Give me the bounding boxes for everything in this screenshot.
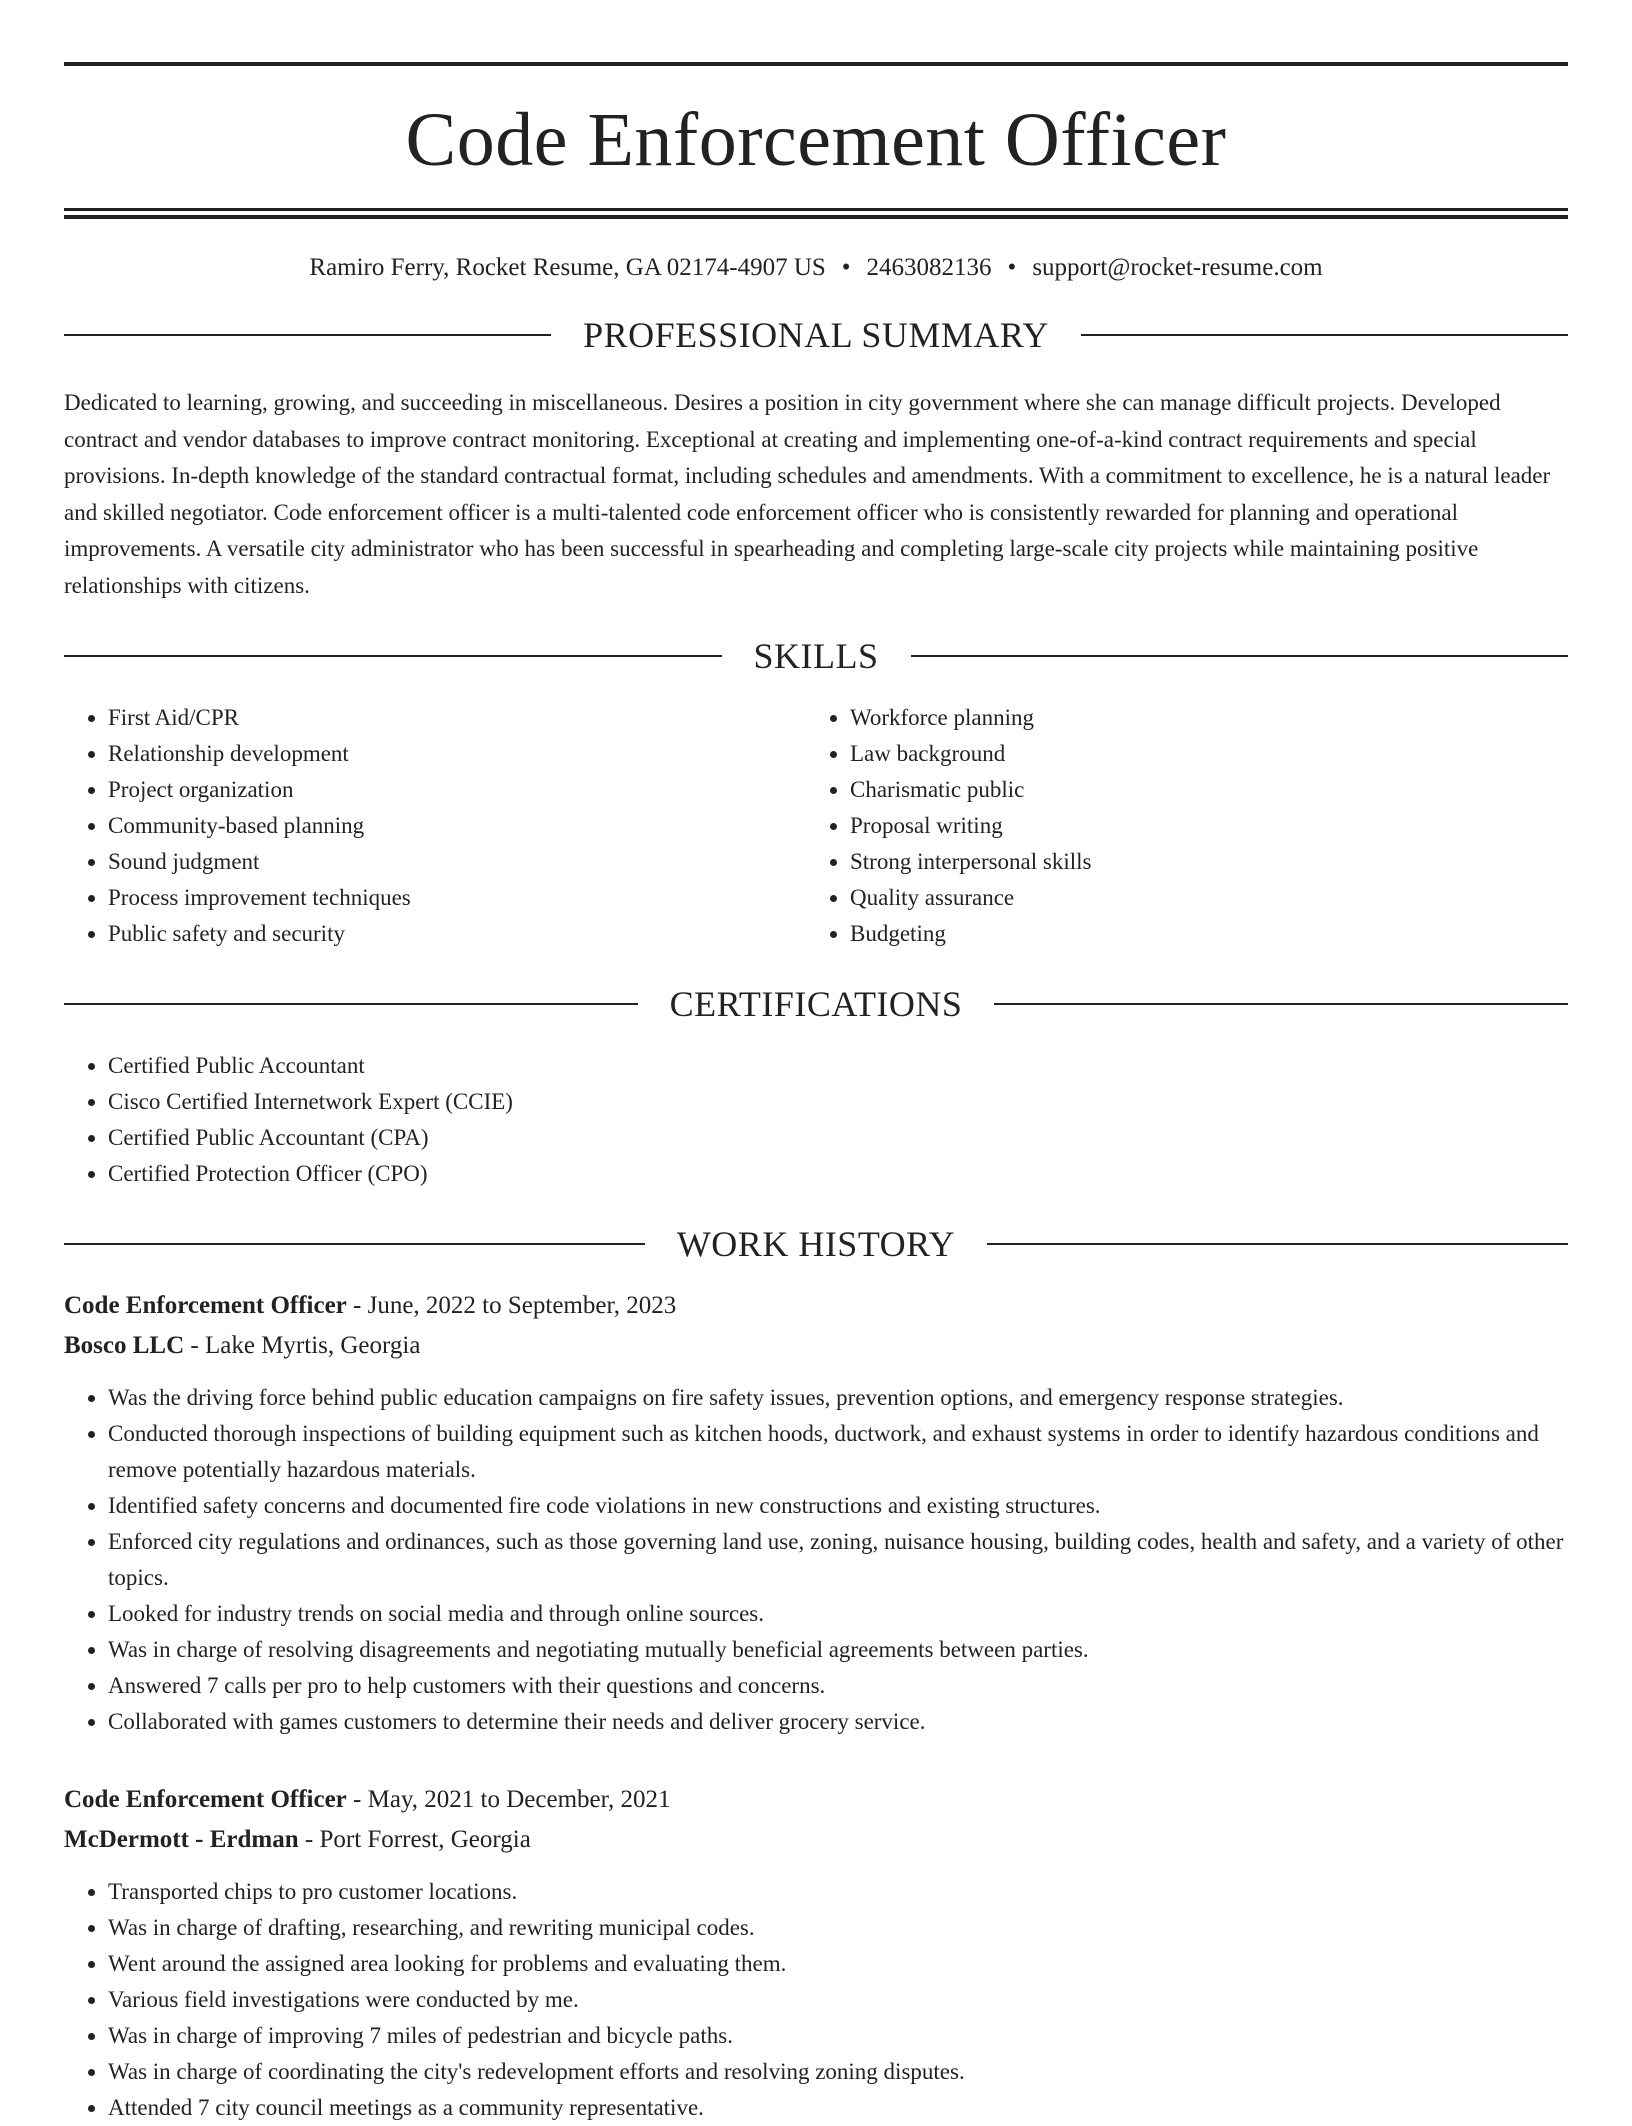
skill-item: • First Aid/CPR [108,700,806,736]
job-company-line [64,1820,1568,1860]
summary-heading [64,317,1568,353]
summary-text: Dedicated to learning, growing, and succeeding in miscellaneous. Desires a position in city government where she can manage difficult projects. Developed contract and vendor databases to improve contract monitoring. Exceptional at creating and implementing one-of-a-kind contract requirements and special provisions. In-depth knowledge of the standard contractual format, including schedules and amendments. With a commitment to excellence, he is a natural leader and skilled negotiator. Code enforcement officer is a multi-talented code enforcement officer who is consistently rewarded for planning and operational improvements. A versatile city administrator who has been successful in spearheading and completing large-scale city projects while maintaining positive relationships with citizens. [64,390,1551,598]
resume-page [64,0,1568,2126]
divider-line [64,334,551,336]
divider-line [994,1003,1568,1005]
divider-line [64,1003,638,1005]
skill-item: • Workforce planning [850,700,1548,736]
resume-name: Code Enforcement Officer [405,98,1227,182]
skill-item: • Proposal writing [850,808,1548,844]
certifications-title: CERTIFICATIONS [669,984,963,1024]
certifications-block [64,1048,1568,1192]
divider-line [64,655,722,657]
divider-line [1081,334,1568,336]
certifications-list [64,1048,1568,1192]
job-title: Code Enforcement Officer [64,1292,347,1319]
job-company: McDermott - Erdman [64,1826,299,1853]
skills-heading [64,638,1568,674]
contact-phone: 2463082136 [866,254,992,281]
skill-item: • Quality assurance [850,880,1548,916]
skills-title: SKILLS [753,636,879,676]
job-title: Code Enforcement Officer [64,1786,347,1813]
skill-item: • Public safety and security [108,916,806,952]
skills-columns [64,700,1568,952]
certifications-heading [64,986,1568,1022]
skill-item: • Charismatic public [850,772,1548,808]
certification-item: • Certified Public Accountant [108,1048,1568,1084]
job-location: - Lake Myrtis, Georgia [184,1332,421,1359]
certification-item: • Cisco Certified Internetwork Expert (CCIE) [108,1084,1568,1120]
job-bullet: • Was in charge of coordinating the city's redevelopment efforts and resolving zoning disputes. [108,2054,1568,2090]
job-dates: - May, 2021 to December, 2021 [346,1786,671,1813]
job-bullet: • Was the driving force behind public education campaigns on fire safety issues, prevention options, and emergency response strategies. [108,1380,1568,1416]
skill-item: • Budgeting [850,916,1548,952]
job-company-line [64,1326,1568,1366]
job-bullet: • Transported chips to pro customer locations. [108,1874,1568,1910]
job-bullet: • Collaborated with games customers to determine their needs and deliver grocery service. [108,1704,1568,1740]
skill-item: • Sound judgment [108,844,806,880]
divider-line [987,1243,1568,1245]
job-bullet: • Enforced city regulations and ordinances, such as those governing land use, zoning, nuisance housing, building codes, health and safety, and a variety of other topics. [108,1524,1568,1596]
contact-address: Ramiro Ferry, Rocket Resume, GA 02174-4907 US [309,254,826,281]
contact-line [64,253,1568,283]
skill-item: • Law background [850,736,1548,772]
skill-item: • Strong interpersonal skills [850,844,1548,880]
job-title-line [64,1780,1568,1820]
job-bullet: • Conducted thorough inspections of building equipment such as kitchen hoods, ductwork, and exhaust systems in order to identify hazardous conditions and remove potentially hazardous materials. [108,1416,1568,1488]
certification-item: • Certified Protection Officer (CPO) [108,1156,1568,1192]
job-location: - Port Forrest, Georgia [298,1826,531,1853]
job-bullet: • Attended 7 city council meetings as a community representative. [108,2090,1568,2126]
job-bullet: • Was in charge of drafting, researching, and rewriting municipal codes. [108,1910,1568,1946]
job-dates: - June, 2022 to September, 2023 [346,1292,677,1319]
job-bullet: • Various field investigations were conducted by me. [108,1982,1568,2018]
job-bullet: • Went around the assigned area looking for problems and evaluating them. [108,1946,1568,1982]
job-bullets [64,1874,1568,2126]
work-heading [64,1226,1568,1262]
job-company: Bosco LLC [64,1332,185,1359]
skills-column-right [806,700,1548,952]
job-bullet: • Identified safety concerns and documented fire code violations in new constructions and existing structures. [108,1488,1568,1524]
divider-line [64,1243,645,1245]
contact-email: support@rocket-resume.com [1032,254,1323,281]
skills-list-left [64,700,806,952]
job-bullet: • Answered 7 calls per pro to help customers with their questions and concerns. [108,1668,1568,1704]
skill-item: • Relationship development [108,736,806,772]
top-rule [64,62,1568,66]
skills-column-left [64,700,806,952]
contact-separator: • [841,254,851,281]
job-entry [64,1286,1568,1740]
job-bullets [64,1380,1568,1740]
skill-item: • Community-based planning [108,808,806,844]
skill-item: • Project organization [108,772,806,808]
work-title: WORK HISTORY [676,1224,956,1264]
contact-separator: • [1007,254,1017,281]
job-bullet: • Was in charge of resolving disagreements and negotiating mutually beneficial agreements between parties. [108,1632,1568,1668]
job-bullet: • Looked for industry trends on social media and through online sources. [108,1596,1568,1632]
divider-line [911,655,1569,657]
skills-list-right [806,700,1548,952]
double-rule [64,208,1568,219]
job-title-line [64,1286,1568,1326]
job-bullet: • Was in charge of improving 7 miles of pedestrian and bicycle paths. [108,2018,1568,2054]
summary-title: PROFESSIONAL SUMMARY [583,315,1049,355]
certification-item: • Certified Public Accountant (CPA) [108,1120,1568,1156]
skill-item: • Process improvement techniques [108,880,806,916]
job-entry [64,1780,1568,2126]
